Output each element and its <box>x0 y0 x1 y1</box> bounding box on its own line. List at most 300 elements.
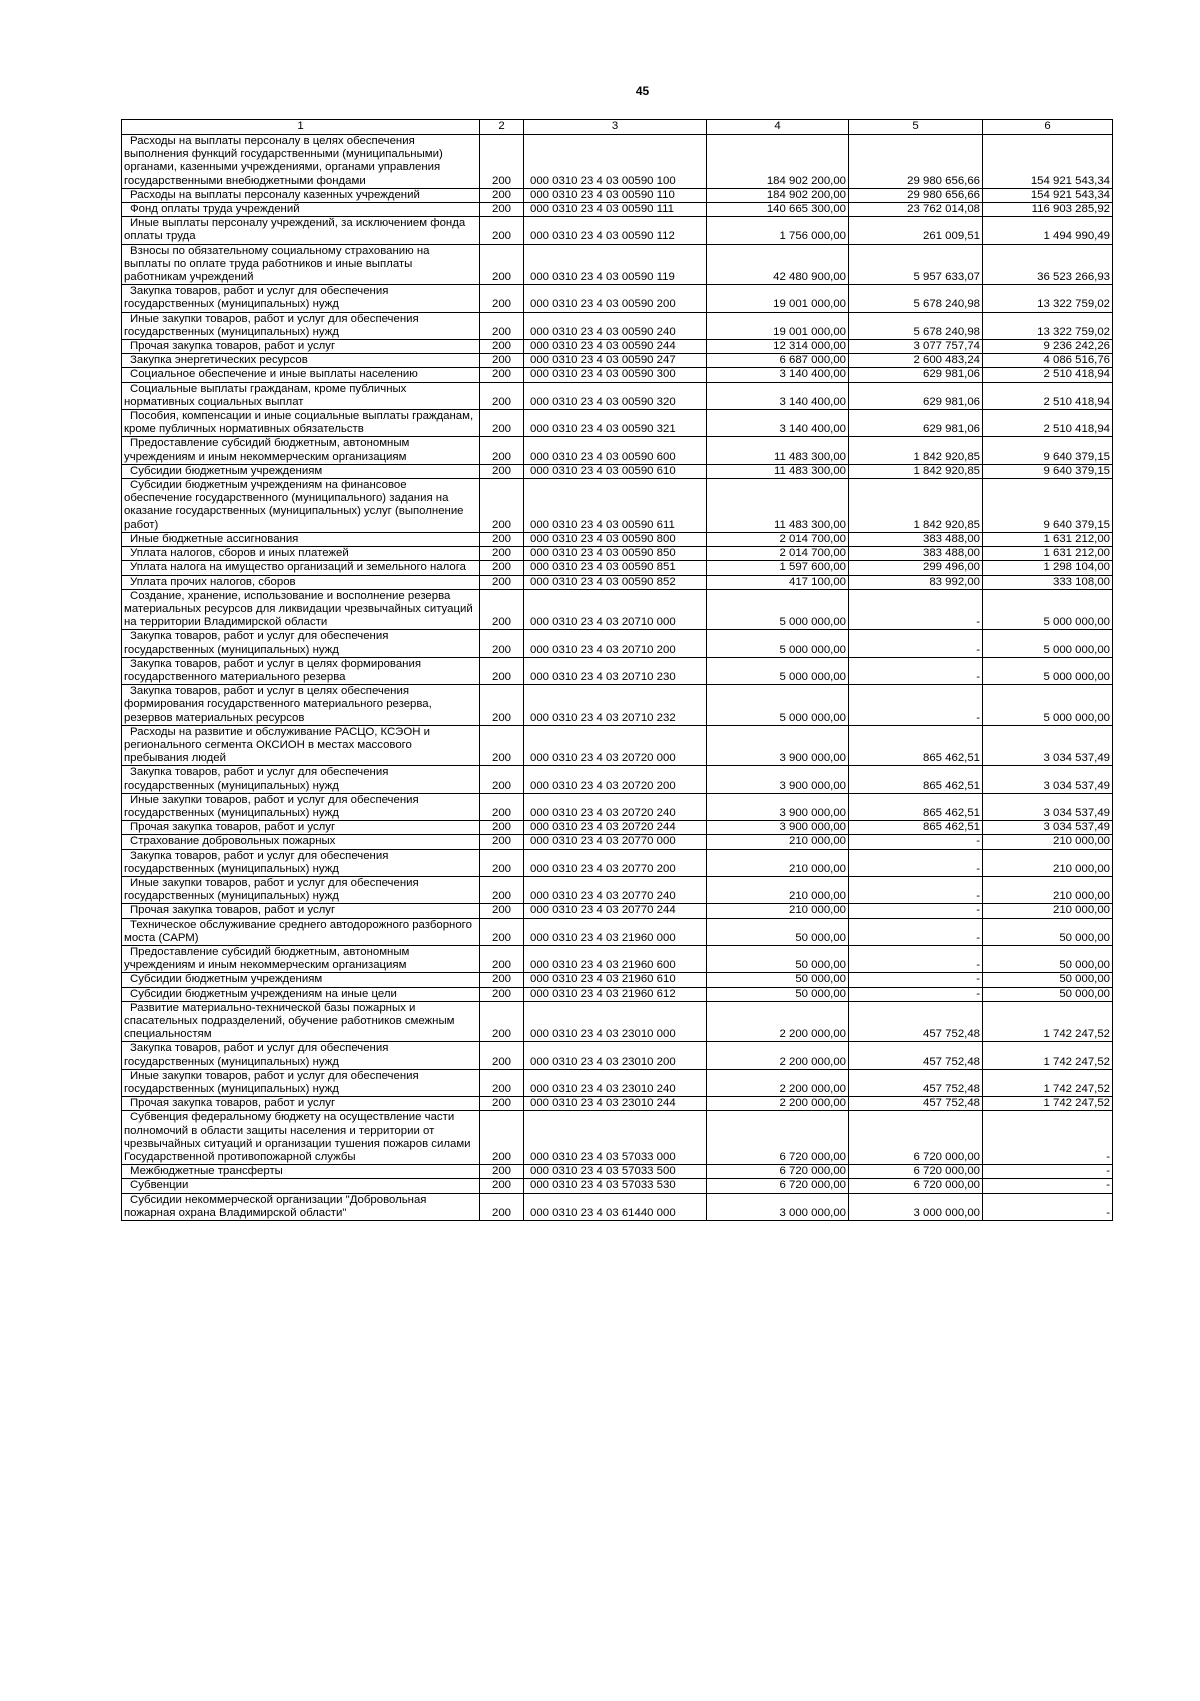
row-value-executed: 29 980 656,66 <box>849 135 983 189</box>
table-row <box>122 1042 1113 1069</box>
row-classification-code: 000 0310 23 4 03 20770 244 <box>524 904 707 918</box>
row-value-approved: 19 001 000,00 <box>707 312 849 339</box>
row-classification-code: 000 0310 23 4 03 20720 000 <box>524 725 707 766</box>
table-row <box>122 589 1113 630</box>
table-row <box>122 1179 1113 1193</box>
row-name: Закупка энергетических ресурсов <box>122 354 480 368</box>
row-name: Фонд оплаты труда учреждений <box>122 203 480 217</box>
row-classification-code: 000 0310 23 4 03 00590 852 <box>524 575 707 589</box>
table-row <box>122 285 1113 312</box>
row-classification-code: 000 0310 23 4 03 20720 200 <box>524 766 707 793</box>
row-code: 200 <box>480 1042 524 1069</box>
table-row <box>122 1097 1113 1111</box>
row-classification-code: 000 0310 23 4 03 20710 000 <box>524 589 707 630</box>
row-name: Предоставление субсидий бюджетным, автономным учреждениям и иным некоммерческим организациям <box>122 945 480 972</box>
row-value-executed: 5 957 633,07 <box>849 244 983 285</box>
row-code: 200 <box>480 437 524 464</box>
row-value-remaining: 9 640 379,15 <box>983 437 1113 464</box>
table-row <box>122 382 1113 409</box>
row-value-executed: 6 720 000,00 <box>849 1165 983 1179</box>
row-value-approved: 3 900 000,00 <box>707 725 849 766</box>
row-name: Закупка товаров, работ и услуг для обеспечения государственных (муниципальных) нужд <box>122 630 480 657</box>
row-value-approved: 3 140 400,00 <box>707 382 849 409</box>
row-value-executed: 83 992,00 <box>849 575 983 589</box>
row-value-approved: 6 720 000,00 <box>707 1165 849 1179</box>
row-value-approved: 210 000,00 <box>707 835 849 849</box>
row-value-remaining: 36 523 266,93 <box>983 244 1113 285</box>
row-code: 200 <box>480 918 524 945</box>
row-value-executed: 629 981,06 <box>849 368 983 382</box>
budget-table <box>121 119 1113 1221</box>
row-name: Предоставление субсидий бюджетным, автономным учреждениям и иным некоммерческим организациям <box>122 437 480 464</box>
row-code: 200 <box>480 135 524 189</box>
row-classification-code: 000 0310 23 4 03 00590 610 <box>524 464 707 478</box>
row-classification-code: 000 0310 23 4 03 00590 100 <box>524 135 707 189</box>
table-row <box>122 437 1113 464</box>
table-row <box>122 1111 1113 1165</box>
row-classification-code: 000 0310 23 4 03 00590 110 <box>524 188 707 202</box>
row-value-approved: 11 483 300,00 <box>707 437 849 464</box>
row-name: Создание, хранение, использование и восполнение резерва материальных ресурсов для ликвидации чрезвычайных ситуаций на территории Владимирской области <box>122 589 480 630</box>
table-row <box>122 464 1113 478</box>
page-number: 45 <box>635 84 650 98</box>
row-value-remaining: 9 236 242,26 <box>983 340 1113 354</box>
row-code: 200 <box>480 630 524 657</box>
row-name: Иные выплаты персоналу учреждений, за исключением фонда оплаты труда <box>122 217 480 244</box>
row-code: 200 <box>480 821 524 835</box>
row-classification-code: 000 0310 23 4 03 23010 200 <box>524 1042 707 1069</box>
row-value-approved: 11 483 300,00 <box>707 464 849 478</box>
row-value-executed: - <box>849 945 983 972</box>
row-value-approved: 1 756 000,00 <box>707 217 849 244</box>
row-classification-code: 000 0310 23 4 03 00590 119 <box>524 244 707 285</box>
row-name: Иные закупки товаров, работ и услуг для обеспечения государственных (муниципальных) нужд <box>122 876 480 903</box>
row-code: 200 <box>480 1097 524 1111</box>
row-value-executed: 865 462,51 <box>849 793 983 820</box>
row-value-remaining: 9 640 379,15 <box>983 479 1113 533</box>
row-value-approved: 184 902 200,00 <box>707 135 849 189</box>
row-value-approved: 3 000 000,00 <box>707 1193 849 1220</box>
row-code: 200 <box>480 876 524 903</box>
row-value-approved: 12 314 000,00 <box>707 340 849 354</box>
table-row <box>122 1069 1113 1096</box>
row-code: 200 <box>480 410 524 437</box>
table-row <box>122 849 1113 876</box>
table-row <box>122 340 1113 354</box>
row-classification-code: 000 0310 23 4 03 23010 000 <box>524 1001 707 1042</box>
row-classification-code: 000 0310 23 4 03 00590 247 <box>524 354 707 368</box>
row-name: Прочая закупка товаров, работ и услуг <box>122 340 480 354</box>
row-value-remaining: 1 742 247,52 <box>983 1001 1113 1042</box>
row-name: Межбюджетные трансферты <box>122 1165 480 1179</box>
row-code: 200 <box>480 188 524 202</box>
row-value-approved: 210 000,00 <box>707 904 849 918</box>
row-value-approved: 6 720 000,00 <box>707 1111 849 1165</box>
row-value-executed: 5 678 240,98 <box>849 285 983 312</box>
row-name: Закупка товаров, работ и услуг для обеспечения государственных (муниципальных) нужд <box>122 849 480 876</box>
row-value-executed: 457 752,48 <box>849 1069 983 1096</box>
row-name: Социальные выплаты гражданам, кроме публичных нормативных социальных выплат <box>122 382 480 409</box>
row-code: 200 <box>480 1111 524 1165</box>
row-code: 200 <box>480 835 524 849</box>
row-name: Иные бюджетные ассигнования <box>122 532 480 546</box>
row-code: 200 <box>480 1193 524 1220</box>
row-value-approved: 6 687 000,00 <box>707 354 849 368</box>
table-row <box>122 657 1113 684</box>
row-code: 200 <box>480 987 524 1001</box>
row-value-executed: - <box>849 630 983 657</box>
row-name: Уплата прочих налогов, сборов <box>122 575 480 589</box>
row-code: 200 <box>480 340 524 354</box>
row-value-executed: 6 720 000,00 <box>849 1111 983 1165</box>
row-value-approved: 2 014 700,00 <box>707 532 849 546</box>
table-row <box>122 1193 1113 1220</box>
table-row <box>122 987 1113 1001</box>
row-value-remaining: 5 000 000,00 <box>983 657 1113 684</box>
row-value-approved: 184 902 200,00 <box>707 188 849 202</box>
row-value-executed: 865 462,51 <box>849 821 983 835</box>
row-value-remaining: 1 494 990,49 <box>983 217 1113 244</box>
table-row <box>122 945 1113 972</box>
table-row <box>122 575 1113 589</box>
row-name: Закупка товаров, работ и услуг для обеспечения государственных (муниципальных) нужд <box>122 1042 480 1069</box>
row-value-remaining: 9 640 379,15 <box>983 464 1113 478</box>
row-classification-code: 000 0310 23 4 03 57033 530 <box>524 1179 707 1193</box>
row-value-approved: 5 000 000,00 <box>707 630 849 657</box>
row-value-executed: - <box>849 849 983 876</box>
row-value-remaining: 154 921 543,34 <box>983 135 1113 189</box>
table-row <box>122 368 1113 382</box>
table-row <box>122 835 1113 849</box>
row-value-approved: 3 900 000,00 <box>707 766 849 793</box>
row-code: 200 <box>480 766 524 793</box>
column-header-6: 6 <box>983 120 1113 135</box>
row-name: Субсидии некоммерческой организации "Добровольная пожарная охрана Владимирской области" <box>122 1193 480 1220</box>
row-code: 200 <box>480 793 524 820</box>
row-code: 200 <box>480 1165 524 1179</box>
row-code: 200 <box>480 685 524 726</box>
row-value-approved: 3 140 400,00 <box>707 410 849 437</box>
row-value-executed: 23 762 014,08 <box>849 203 983 217</box>
column-header-1: 1 <box>122 120 480 135</box>
row-code: 200 <box>480 589 524 630</box>
row-value-approved: 50 000,00 <box>707 973 849 987</box>
table-row <box>122 312 1113 339</box>
row-name: Субсидии бюджетным учреждениям <box>122 464 480 478</box>
row-code: 200 <box>480 973 524 987</box>
row-name: Прочая закупка товаров, работ и услуг <box>122 904 480 918</box>
table-row <box>122 188 1113 202</box>
row-value-approved: 5 000 000,00 <box>707 657 849 684</box>
row-code: 200 <box>480 657 524 684</box>
table-row <box>122 918 1113 945</box>
row-classification-code: 000 0310 23 4 03 00590 244 <box>524 340 707 354</box>
row-value-executed: 1 842 920,85 <box>849 464 983 478</box>
row-name: Прочая закупка товаров, работ и услуг <box>122 1097 480 1111</box>
row-value-remaining: 1 298 104,00 <box>983 561 1113 575</box>
row-classification-code: 000 0310 23 4 03 00590 851 <box>524 561 707 575</box>
row-value-remaining: 13 322 759,02 <box>983 312 1113 339</box>
row-value-executed: 29 980 656,66 <box>849 188 983 202</box>
table-row <box>122 135 1113 189</box>
row-name: Субвенция федеральному бюджету на осуществление части полномочий в области защиты населения и территории от чрезвычайных ситуаций и организации тушения пожаров силами Государственной противопожарной службы <box>122 1111 480 1165</box>
row-value-executed: 383 488,00 <box>849 547 983 561</box>
row-value-executed: 629 981,06 <box>849 382 983 409</box>
table-row <box>122 766 1113 793</box>
row-code: 200 <box>480 244 524 285</box>
row-code: 200 <box>480 285 524 312</box>
row-code: 200 <box>480 464 524 478</box>
row-classification-code: 000 0310 23 4 03 00590 111 <box>524 203 707 217</box>
row-classification-code: 000 0310 23 4 03 00590 112 <box>524 217 707 244</box>
row-value-remaining: 1 742 247,52 <box>983 1069 1113 1096</box>
row-value-executed: 1 842 920,85 <box>849 479 983 533</box>
row-value-executed: - <box>849 876 983 903</box>
row-code: 200 <box>480 1001 524 1042</box>
row-code: 200 <box>480 547 524 561</box>
row-value-executed: 865 462,51 <box>849 766 983 793</box>
row-value-executed: - <box>849 987 983 1001</box>
row-value-executed: - <box>849 918 983 945</box>
row-name: Субсидии бюджетным учреждениям на финансовое обеспечение государственного (муниципального) задания на оказание государственных (муниципальных) услуг (выполнение работ) <box>122 479 480 533</box>
row-value-remaining: 210 000,00 <box>983 835 1113 849</box>
row-value-remaining: 3 034 537,49 <box>983 766 1113 793</box>
row-classification-code: 000 0310 23 4 03 20770 200 <box>524 849 707 876</box>
row-value-executed: 3 000 000,00 <box>849 1193 983 1220</box>
row-classification-code: 000 0310 23 4 03 57033 000 <box>524 1111 707 1165</box>
row-value-remaining: 333 108,00 <box>983 575 1113 589</box>
row-value-remaining: 3 034 537,49 <box>983 793 1113 820</box>
row-value-executed: - <box>849 835 983 849</box>
row-value-executed: 5 678 240,98 <box>849 312 983 339</box>
row-value-approved: 2 200 000,00 <box>707 1001 849 1042</box>
row-value-approved: 417 100,00 <box>707 575 849 589</box>
table-row <box>122 1165 1113 1179</box>
row-classification-code: 000 0310 23 4 03 00590 300 <box>524 368 707 382</box>
row-classification-code: 000 0310 23 4 03 00590 600 <box>524 437 707 464</box>
row-value-approved: 1 597 600,00 <box>707 561 849 575</box>
row-name: Субсидии бюджетным учреждениям <box>122 973 480 987</box>
row-value-remaining: 1 631 212,00 <box>983 532 1113 546</box>
row-name: Иные закупки товаров, работ и услуг для обеспечения государственных (муниципальных) нужд <box>122 312 480 339</box>
row-classification-code: 000 0310 23 4 03 20710 230 <box>524 657 707 684</box>
row-name: Развитие материально-технической базы пожарных и спасательных подразделений, обучение работников смежным специальностям <box>122 1001 480 1042</box>
row-code: 200 <box>480 575 524 589</box>
row-classification-code: 000 0310 23 4 03 20770 240 <box>524 876 707 903</box>
row-value-approved: 2 200 000,00 <box>707 1097 849 1111</box>
row-value-remaining: 5 000 000,00 <box>983 589 1113 630</box>
table-row <box>122 532 1113 546</box>
row-value-remaining: 154 921 543,34 <box>983 188 1113 202</box>
table-row <box>122 725 1113 766</box>
row-code: 200 <box>480 849 524 876</box>
row-value-approved: 5 000 000,00 <box>707 685 849 726</box>
table-row <box>122 479 1113 533</box>
row-code: 200 <box>480 479 524 533</box>
row-value-remaining: 4 086 516,76 <box>983 354 1113 368</box>
row-name: Страхование добровольных пожарных <box>122 835 480 849</box>
row-value-remaining: 116 903 285,92 <box>983 203 1113 217</box>
row-value-remaining: 3 034 537,49 <box>983 725 1113 766</box>
column-header-4: 4 <box>707 120 849 135</box>
row-classification-code: 000 0310 23 4 03 00590 320 <box>524 382 707 409</box>
row-value-remaining: - <box>983 1179 1113 1193</box>
row-value-approved: 3 900 000,00 <box>707 793 849 820</box>
row-name: Расходы на выплаты персоналу в целях обеспечения выполнения функций государственными (муниципальными) органами, казенными учреждениями, органами управления государственными внебюджетными фондами <box>122 135 480 189</box>
row-name: Субвенции <box>122 1179 480 1193</box>
budget-table-wrapper <box>121 119 1113 1221</box>
row-name: Закупка товаров, работ и услуг для обеспечения государственных (муниципальных) нужд <box>122 285 480 312</box>
row-classification-code: 000 0310 23 4 03 20720 240 <box>524 793 707 820</box>
row-name: Закупка товаров, работ и услуг в целях обеспечения формирования государственного материального резерва, резервов материальных ресурсов <box>122 685 480 726</box>
row-name: Закупка товаров, работ и услуг в целях формирования государственного материального резерва <box>122 657 480 684</box>
table-row <box>122 203 1113 217</box>
row-value-approved: 210 000,00 <box>707 849 849 876</box>
row-value-approved: 3 900 000,00 <box>707 821 849 835</box>
row-value-executed: 457 752,48 <box>849 1042 983 1069</box>
table-row <box>122 354 1113 368</box>
row-code: 200 <box>480 312 524 339</box>
row-classification-code: 000 0310 23 4 03 20770 000 <box>524 835 707 849</box>
row-value-remaining: 2 510 418,94 <box>983 368 1113 382</box>
row-value-approved: 6 720 000,00 <box>707 1179 849 1193</box>
row-value-remaining: 1 631 212,00 <box>983 547 1113 561</box>
row-value-executed: - <box>849 973 983 987</box>
row-name: Прочая закупка товаров, работ и услуг <box>122 821 480 835</box>
row-value-approved: 50 000,00 <box>707 918 849 945</box>
row-value-executed: 629 981,06 <box>849 410 983 437</box>
table-row <box>122 410 1113 437</box>
row-name: Закупка товаров, работ и услуг для обеспечения государственных (муниципальных) нужд <box>122 766 480 793</box>
row-classification-code: 000 0310 23 4 03 23010 240 <box>524 1069 707 1096</box>
column-number-row <box>122 120 1113 135</box>
row-value-remaining: 3 034 537,49 <box>983 821 1113 835</box>
row-code: 200 <box>480 725 524 766</box>
column-header-2: 2 <box>480 120 524 135</box>
row-name: Иные закупки товаров, работ и услуг для обеспечения государственных (муниципальных) нужд <box>122 793 480 820</box>
row-value-executed: - <box>849 685 983 726</box>
row-classification-code: 000 0310 23 4 03 00590 321 <box>524 410 707 437</box>
table-row <box>122 904 1113 918</box>
row-value-remaining: 210 000,00 <box>983 849 1113 876</box>
table-row <box>122 821 1113 835</box>
row-code: 200 <box>480 217 524 244</box>
row-value-approved: 2 014 700,00 <box>707 547 849 561</box>
table-row <box>122 630 1113 657</box>
row-classification-code: 000 0310 23 4 03 00590 611 <box>524 479 707 533</box>
row-classification-code: 000 0310 23 4 03 20710 232 <box>524 685 707 726</box>
row-value-remaining: 5 000 000,00 <box>983 630 1113 657</box>
row-value-remaining: - <box>983 1111 1113 1165</box>
row-classification-code: 000 0310 23 4 03 57033 500 <box>524 1165 707 1179</box>
row-value-approved: 3 140 400,00 <box>707 368 849 382</box>
table-row <box>122 876 1113 903</box>
row-name: Уплата налогов, сборов и иных платежей <box>122 547 480 561</box>
row-value-executed: 3 077 757,74 <box>849 340 983 354</box>
row-value-executed: 383 488,00 <box>849 532 983 546</box>
row-value-remaining: 2 510 418,94 <box>983 410 1113 437</box>
row-value-approved: 19 001 000,00 <box>707 285 849 312</box>
row-value-remaining: - <box>983 1193 1113 1220</box>
row-value-executed: 865 462,51 <box>849 725 983 766</box>
row-value-executed: - <box>849 589 983 630</box>
row-value-remaining: 1 742 247,52 <box>983 1042 1113 1069</box>
row-name: Пособия, компенсации и иные социальные выплаты гражданам, кроме публичных нормативных обязательств <box>122 410 480 437</box>
row-value-approved: 11 483 300,00 <box>707 479 849 533</box>
table-header <box>122 120 1113 135</box>
row-value-approved: 2 200 000,00 <box>707 1069 849 1096</box>
table-row <box>122 244 1113 285</box>
row-value-remaining: 13 322 759,02 <box>983 285 1113 312</box>
row-classification-code: 000 0310 23 4 03 21960 610 <box>524 973 707 987</box>
row-value-approved: 140 665 300,00 <box>707 203 849 217</box>
row-code: 200 <box>480 382 524 409</box>
row-value-remaining: 2 510 418,94 <box>983 382 1113 409</box>
table-row <box>122 547 1113 561</box>
row-value-approved: 42 480 900,00 <box>707 244 849 285</box>
row-value-remaining: 1 742 247,52 <box>983 1097 1113 1111</box>
row-value-remaining: 50 000,00 <box>983 945 1113 972</box>
row-value-remaining: 210 000,00 <box>983 876 1113 903</box>
table-row <box>122 561 1113 575</box>
row-value-remaining: 5 000 000,00 <box>983 685 1113 726</box>
row-value-remaining: 210 000,00 <box>983 904 1113 918</box>
row-value-executed: 2 600 483,24 <box>849 354 983 368</box>
row-classification-code: 000 0310 23 4 03 00590 200 <box>524 285 707 312</box>
row-name: Субсидии бюджетным учреждениям на иные цели <box>122 987 480 1001</box>
column-header-3: 3 <box>524 120 707 135</box>
row-value-remaining: 50 000,00 <box>983 918 1113 945</box>
row-classification-code: 000 0310 23 4 03 21960 000 <box>524 918 707 945</box>
table-row <box>122 685 1113 726</box>
table-row <box>122 973 1113 987</box>
row-code: 200 <box>480 203 524 217</box>
table-body <box>122 135 1113 1221</box>
row-classification-code: 000 0310 23 4 03 61440 000 <box>524 1193 707 1220</box>
row-classification-code: 000 0310 23 4 03 00590 800 <box>524 532 707 546</box>
row-classification-code: 000 0310 23 4 03 23010 244 <box>524 1097 707 1111</box>
row-value-approved: 50 000,00 <box>707 945 849 972</box>
row-value-remaining: - <box>983 1165 1113 1179</box>
row-name: Расходы на развитие и обслуживание РАСЦО, КСЭОН и регионального сегмента ОКСИОН в местах массового пребывания людей <box>122 725 480 766</box>
row-value-executed: - <box>849 904 983 918</box>
row-code: 200 <box>480 1179 524 1193</box>
row-code: 200 <box>480 561 524 575</box>
row-code: 200 <box>480 532 524 546</box>
row-code: 200 <box>480 368 524 382</box>
row-value-approved: 50 000,00 <box>707 987 849 1001</box>
row-value-executed: 299 496,00 <box>849 561 983 575</box>
row-value-executed: 261 009,51 <box>849 217 983 244</box>
row-value-approved: 210 000,00 <box>707 876 849 903</box>
row-classification-code: 000 0310 23 4 03 20710 200 <box>524 630 707 657</box>
table-row <box>122 793 1113 820</box>
row-classification-code: 000 0310 23 4 03 21960 612 <box>524 987 707 1001</box>
row-classification-code: 000 0310 23 4 03 21960 600 <box>524 945 707 972</box>
table-row <box>122 217 1113 244</box>
row-classification-code: 000 0310 23 4 03 00590 240 <box>524 312 707 339</box>
row-value-remaining: 50 000,00 <box>983 987 1113 1001</box>
row-value-remaining: 50 000,00 <box>983 973 1113 987</box>
row-value-executed: 6 720 000,00 <box>849 1179 983 1193</box>
row-name: Взносы по обязательному социальному страхованию на выплаты по оплате труда работников и иные выплаты работникам учреждений <box>122 244 480 285</box>
row-value-executed: 457 752,48 <box>849 1001 983 1042</box>
row-code: 200 <box>480 904 524 918</box>
row-value-approved: 5 000 000,00 <box>707 589 849 630</box>
row-name: Иные закупки товаров, работ и услуг для обеспечения государственных (муниципальных) нужд <box>122 1069 480 1096</box>
table-row <box>122 1001 1113 1042</box>
row-name: Расходы на выплаты персоналу казенных учреждений <box>122 188 480 202</box>
